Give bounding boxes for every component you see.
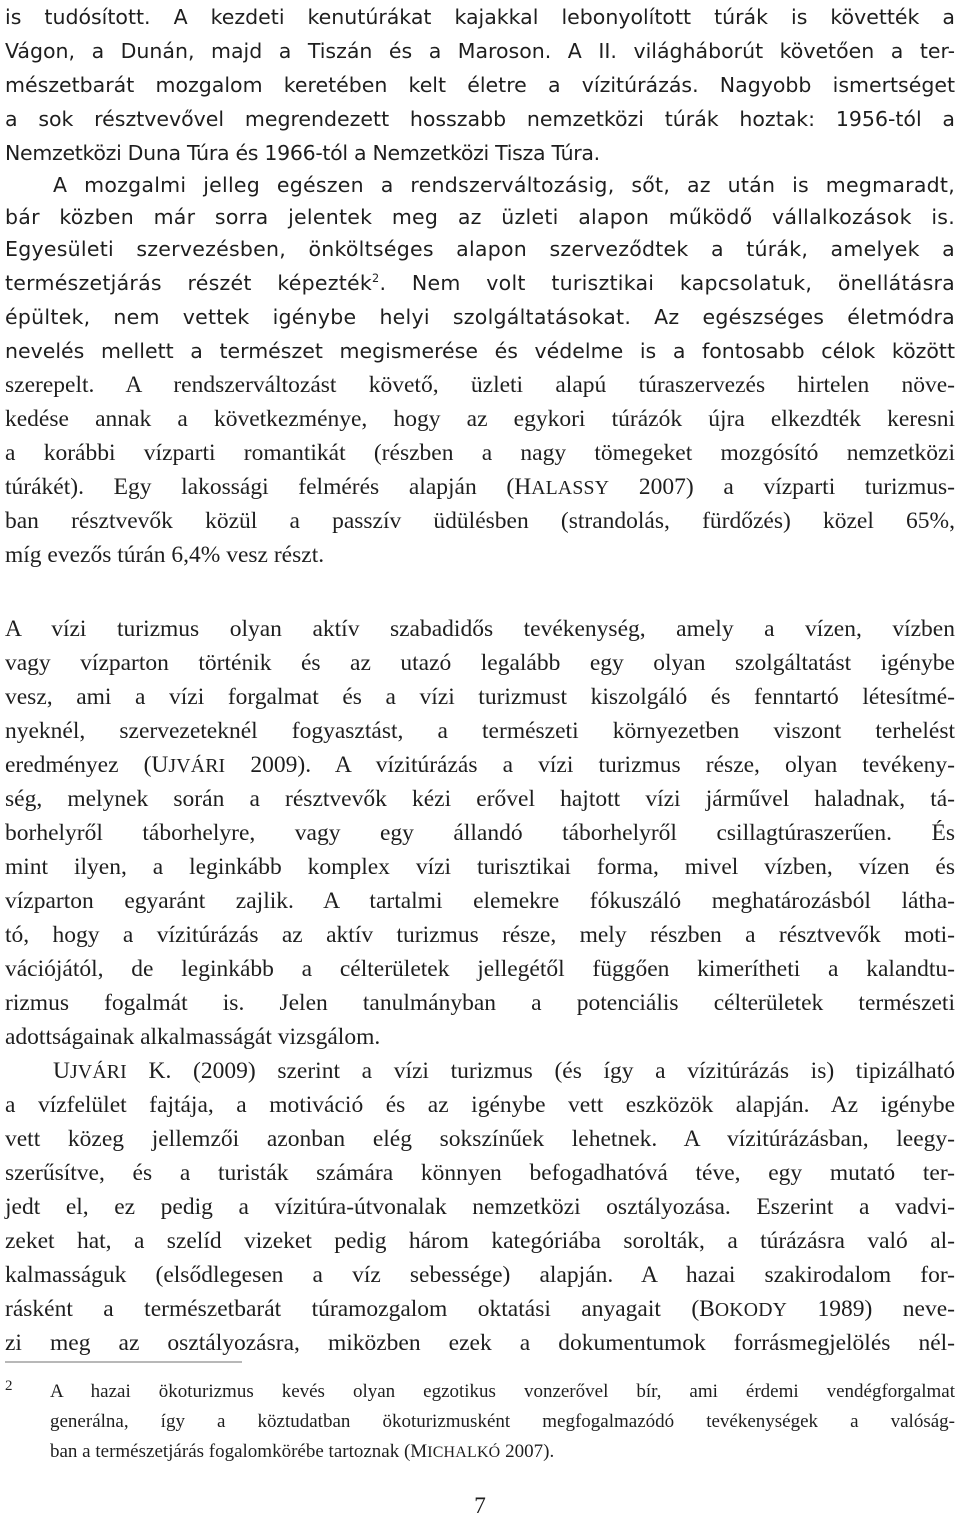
footnote-line-with-citation <box>50 1437 955 1467</box>
text-line: nyeknél, szervezeteknél fogyasztást, a természeti környezetben viszont terhelést <box>5 718 955 744</box>
text-span: U <box>53 1058 70 1084</box>
citation-author: OKODY <box>714 1299 788 1321</box>
text-line: is tudósított. A kezdeti kenutúrákat kajakkal lebonyolított túrák is követték a <box>5 5 955 29</box>
page-number: 7 <box>474 1493 486 1519</box>
text-line: jedt el, ez pedig a vízitúra-útvonalak nemzetközi osztályozása. Eszerint a vadvi- <box>5 1194 955 1220</box>
text-line: bár közben már sorra jelentek meg az üzleti alapon működő vállalkozások is. <box>5 205 955 229</box>
text-line: nevelés mellett a természet megismerése és védelme is a fontosabb célok között <box>5 339 955 363</box>
footnote-separator <box>5 1361 242 1363</box>
text-line: mint ilyen, a leginkább komplex vízi turisztikai forma, mivel vízben, vízen és <box>5 854 955 880</box>
text-span: eredményez (U <box>5 752 169 778</box>
text-span: 2007) a vízparti turizmus- <box>609 474 955 500</box>
text-line-with-citation <box>5 1292 955 1326</box>
text-line: a sok résztvevővel megrendezett hosszabb nemzetközi túrák hoztak: 1956-tól a <box>5 107 955 131</box>
text-span: 1989) neve- <box>787 1296 955 1322</box>
text-line: vagy vízparton történik és az utazó legalább egy olyan szolgáltatást igénybe <box>5 650 955 676</box>
text-span: természetjárás részét képezték <box>5 271 373 295</box>
text-line: adottságainak alkalmasságát vizsgálom. <box>5 1024 381 1050</box>
text-span: K. (2009) szerint a vízi turizmus (és így a vízitúrázás is) tipizálható <box>126 1058 955 1084</box>
text-line: A mozgalmi jelleg egészen a rendszerváltozásig, sőt, az után is megmaradt, <box>53 173 955 197</box>
text-line: vációjától, de leginkább a célterületek jellegétől függően kimerítheti a kalandtu- <box>5 956 955 982</box>
text-line: a korábbi vízparti romantikát (részben a nagy tömegeket mozgósító nemzetközi <box>5 440 955 466</box>
text-line: tó, hogy a vízitúrázás az aktív turizmus része, mely részben a résztvevők moti- <box>5 922 955 948</box>
text-span: ban a természetjárás fogalomkörébe tartoznak (M <box>50 1441 428 1462</box>
text-line: szerűsítve, és a turisták számára könnyen befogadhatóvá téve, egy mutató ter- <box>5 1160 955 1186</box>
footnote-line: generálna, így a köztudatban ökoturizmusként megfogalmazódó tevékenységek a valóság- <box>50 1411 955 1432</box>
citation-author: JVÁRI <box>168 755 226 777</box>
text-line: ség, melynek során a résztvevők kézi erővel hajtott vízi járművel haladnak, tá- <box>5 786 955 812</box>
text-line: Vágon, a Dunán, majd a Tiszán és a Maroson. A II. világháborút követően a ter- <box>5 39 955 63</box>
text-line: vízparton egyaránt zajlik. A tartalmi elemekre fókuszáló meghatározásból látha- <box>5 888 955 914</box>
text-line-with-citation <box>53 1054 955 1088</box>
text-line-with-footnote <box>5 266 955 300</box>
footnote-number: 2 <box>5 1378 13 1394</box>
text-line: míg evezős túrán 6,4% vesz részt. <box>5 542 325 568</box>
citation-author: ALASSY <box>531 477 610 499</box>
text-line: Nemzetközi Duna Túra és 1966-tól a Nemzetközi Tisza Túra. <box>5 141 600 165</box>
text-line: rizmus fogalmát is. Jelen tanulmányban a potenciális célterületek természeti <box>5 990 955 1016</box>
text-span: 2009). A vízitúrázás a vízi turizmus része, olyan tevékeny- <box>225 752 955 778</box>
text-line: Egyesületi szervezésben, önköltséges alapon szerveződtek a túrák, amelyek a <box>5 237 955 261</box>
text-line: zi meg az osztályozásra, miközben ezek a dokumentumok forrásmegjelölés nél- <box>5 1330 955 1356</box>
text-line: a vízfelület fajtája, a motiváció és az igénybe vett eszközök alapján. Az igénybe <box>5 1092 955 1118</box>
text-line: ban résztvevők közül a passzív üdülésben (strandolás, fürdőzés) közel 65%, <box>5 508 955 534</box>
text-line: szerepelt. A rendszerváltozást követő, üzleti alapú túraszervezés hirtelen növe- <box>5 372 955 398</box>
text-line: borhelyről táborhelyre, vagy egy állandó táborhelyről csillagtúraszerűen. És <box>5 820 955 846</box>
text-span: . Nem volt turisztikai kapcsolatuk, önellátásra <box>379 271 955 295</box>
text-line: zeket hat, a szelíd vizeket pedig három kategóriába sorolták, a túrázásra való al- <box>5 1228 955 1254</box>
text-line: vesz, ami a vízi forgalmat és a vízi turizmust kiszolgáló és fenntartó létesítmé- <box>5 684 955 710</box>
text-line: mészetbarát mozgalom keretében kelt életre a vízitúrázás. Nagyobb ismertséget <box>5 73 955 97</box>
text-line: kalmasságuk (elsődlegesen a víz sebessége) alapján. A hazai szakirodalom for- <box>5 1262 955 1288</box>
text-span: túrákét). Egy lakossági felmérés alapján (H <box>5 474 532 500</box>
footnote-ref: 2 <box>372 271 380 285</box>
text-line: vett közeg jellemzői azonban elég sokszínűek lehetnek. A vízitúrázásban, leegy- <box>5 1126 955 1152</box>
text-line-with-citation <box>5 470 955 504</box>
citation-author: ICHALKÓ <box>427 1444 501 1461</box>
text-line: A vízi turizmus olyan aktív szabadidős tevékenység, amely a vízen, vízben <box>5 616 955 642</box>
text-span: rásként a természetbarát túramozgalom oktatási anyagait (B <box>5 1296 715 1322</box>
citation-author: JVÁRI <box>69 1061 127 1083</box>
text-span: 2007). <box>500 1441 555 1462</box>
text-line: kedése annak a következménye, hogy az egykori túrázók újra elkezdték keresni <box>5 406 955 432</box>
footnote-line: A hazai ökoturizmus kevés olyan egzotikus vonzerővel bír, ami érdemi vendégforgalmat <box>50 1381 955 1402</box>
text-line: épültek, nem vettek igénybe helyi szolgáltatásokat. Az egészséges életmódra <box>5 305 955 329</box>
text-line-with-citation <box>5 748 955 782</box>
